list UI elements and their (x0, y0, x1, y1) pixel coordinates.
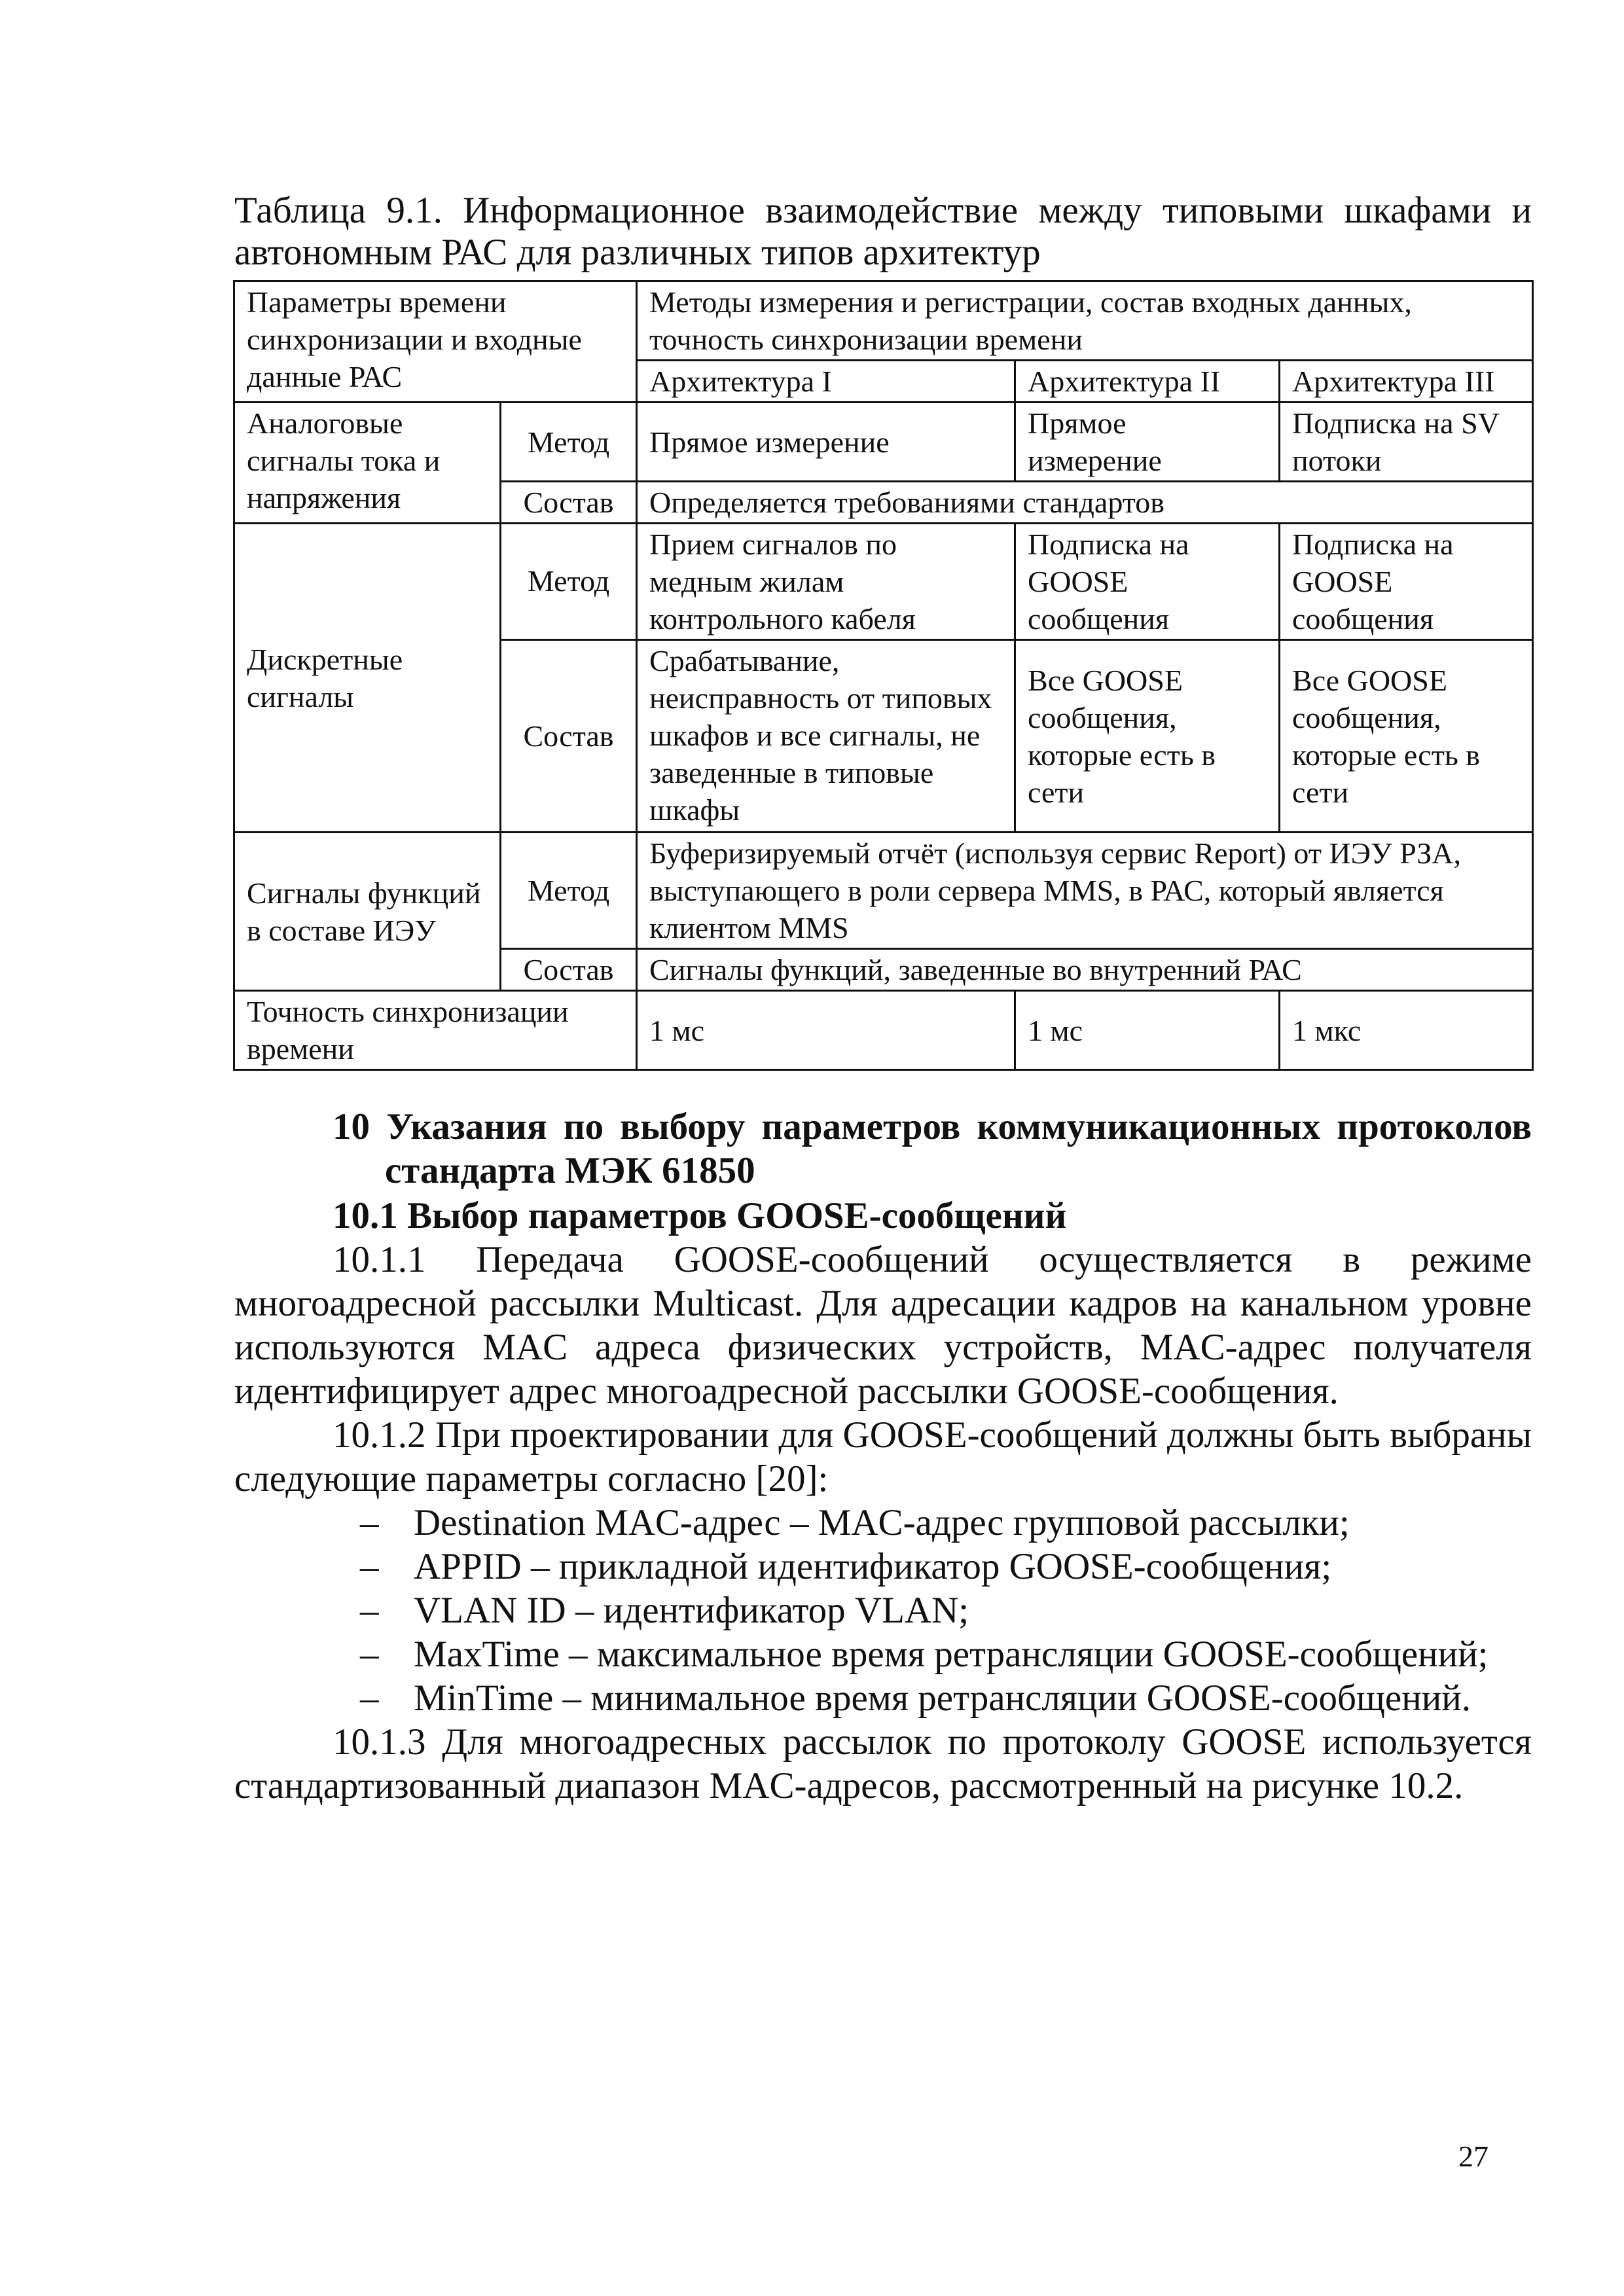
discrete-method-arch1: Прием сигналов по медным жилам контрольного кабеля (637, 524, 1015, 640)
paragraph-10-1-1: 10.1.1 Передача GOOSE-сообщений осуществляется в режиме многоадресной рассылки Multicast. Для адресации кадров на канальном уровне используются MAC адреса физических устройств, MAC-адрес получателя идентифицирует адрес многоадресной рассылки GOOSE-сообщения. (234, 1239, 1532, 1412)
analog-method-arch3: Подписка на SV потоки (1280, 403, 1533, 482)
accuracy-arch2: 1 мс (1015, 991, 1280, 1070)
section-10-1-heading: 10.1 Выбор параметров GOOSE-сообщений (333, 1195, 1067, 1236)
page-number: 27 (1458, 2140, 1489, 2173)
list-dash: – (360, 1634, 379, 1675)
discrete-comp-label: Состав (501, 640, 637, 833)
analog-comp-value: Определяется требованиями стандартов (637, 482, 1533, 524)
func-comp-label: Состав (501, 949, 637, 991)
analog-comp-label: Состав (501, 482, 637, 524)
row-label-discrete: Дискретные сигналы (234, 524, 501, 833)
table-9-1 (233, 280, 1534, 1071)
header-params-cell: Параметры времени синхронизации и входные данные РАС (234, 281, 637, 403)
discrete-comp-arch2: Все GOOSE сообщения, которые есть в сети (1015, 640, 1280, 833)
func-method-label: Метод (501, 833, 637, 949)
header-arch1: Архитектура I (637, 361, 1015, 403)
analog-method-label: Метод (501, 403, 637, 482)
list-dash: – (360, 1677, 379, 1719)
section-10-heading (234, 1105, 1532, 1193)
list-item (360, 1676, 1538, 1720)
discrete-method-label: Метод (501, 524, 637, 640)
discrete-method-arch2: Подписка на GOOSE сообщения (1015, 524, 1280, 640)
header-methods-cell: Методы измерения и регистрации, состав входных данных, точность синхронизации времени (637, 281, 1533, 361)
list-item-text: MinTime – минимальное время ретрансляции GOOSE-сообщений. (414, 1677, 1471, 1719)
row-label-functions: Сигналы функций в составе ИЭУ (234, 833, 501, 991)
func-method-value: Буферизируемый отчёт (используя сервис Report) от ИЭУ РЗА, выступающего в роли сервера MMS, в РАС, который является клиентом MMS (637, 833, 1533, 949)
paragraph-10-1-2: 10.1.2 При проектировании для GOOSE-сообщений должны быть выбраны следующие параметры согласно [20]: (234, 1414, 1532, 1499)
list-item-text: VLAN ID – идентификатор VLAN; (414, 1590, 969, 1631)
discrete-comp-arch3: Все GOOSE сообщения, которые есть в сети (1280, 640, 1533, 833)
analog-method-arch1: Прямое измерение (637, 403, 1015, 482)
row-label-analog: Аналоговые сигналы тока и напряжения (234, 403, 501, 524)
table-caption: Таблица 9.1. Информационное взаимодействие между типовыми шкафами и автономным РАС для различных типов архитектур (234, 190, 1532, 273)
list-item-text: MaxTime – максимальное время ретрансляции GOOSE-сообщений; (414, 1634, 1489, 1675)
list-item (360, 1632, 1538, 1676)
paragraph-10-1-3: 10.1.3 Для многоадресных рассылок по протоколу GOOSE используется стандартизованный диапазон MAC-адресов, рассмотренный на рисунке 10.2. (234, 1721, 1532, 1806)
list-item (360, 1501, 1538, 1545)
list-item (360, 1545, 1538, 1588)
analog-method-arch2: Прямое измерение (1015, 403, 1280, 482)
header-arch2: Архитектура II (1015, 361, 1280, 403)
discrete-comp-arch1: Срабатывание, неисправность от типовых шкафов и все сигналы, не заведенные в типовые шкафы (637, 640, 1015, 833)
func-comp-value: Сигналы функций, заведенные во внутренний РАС (637, 949, 1533, 991)
accuracy-arch1: 1 мс (637, 991, 1015, 1070)
list-dash: – (360, 1590, 379, 1631)
accuracy-arch3: 1 мкс (1280, 991, 1533, 1070)
row-label-accuracy: Точность синхронизации времени (234, 991, 637, 1070)
section-10-heading-text: 10 Указания по выбору параметров коммуникационных протоколов стандарта МЭК 61850 (333, 1106, 1532, 1191)
discrete-method-arch3: Подписка на GOOSE сообщения (1280, 524, 1533, 640)
list-dash: – (360, 1546, 379, 1587)
header-arch3: Архитектура III (1280, 361, 1533, 403)
list-dash: – (360, 1502, 379, 1543)
list-item (360, 1588, 1538, 1632)
list-item-text: APPID – прикладной идентификатор GOOSE-сообщения; (414, 1546, 1332, 1587)
list-item-text: Destination MAC-адрес – MAC-адрес групповой рассылки; (414, 1502, 1350, 1543)
